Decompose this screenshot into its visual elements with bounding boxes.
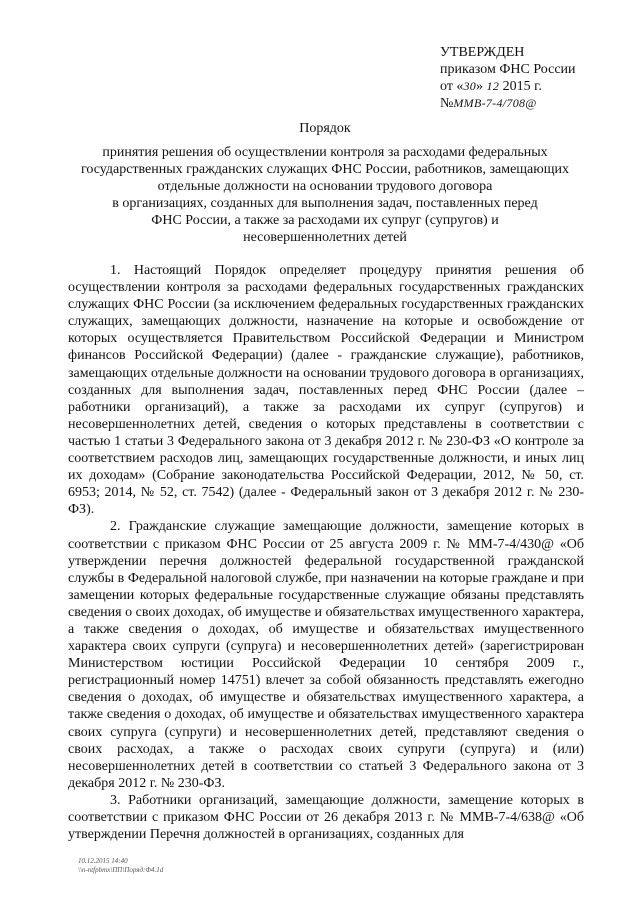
- number-value: ММВ-7-4/708@: [453, 96, 537, 110]
- title-line: в организациях, созданных для выполнения задач, поставленных перед: [112, 196, 538, 211]
- title-line: ФНС России, а также за расходами их супруг (супругов) и: [151, 213, 499, 228]
- document-title: [60, 120, 590, 246]
- approval-date: [440, 78, 610, 95]
- date-mid: »: [476, 79, 487, 94]
- approval-stamp: [440, 44, 610, 112]
- date-day: 30: [463, 79, 477, 93]
- date-suffix: 2015 г.: [499, 79, 542, 94]
- paragraph-2: 2. Гражданские служащие замещающие должности, замещение которых в соответствии с приказом ФНС России от 25 августа 2009 г. № ММ-7-4/430@ «Об утверждении перечня должностей федеральной государственной гражданской службы в Федеральной налоговой службе, при назначении на которые граждане и при замещении которых федеральные государственные служащие обязаны представлять сведения о своих доходах, об имуществе и обязательствах имущественного характера, а также сведения о доходах, об имуществе и обязательствах имущественного характера своих супруги (супруга) и несовершеннолетних детей» (зарегистрирован Министерством юстиции Российской Федерации 10 сентября 2009 г., регистрационный номер 14751) влечет за собой обязанность представлять ежегодно сведения о доходах, об имуществе и обязательствах имущественного характера, а также сведения о доходах, об имуществе и обязательствах имущественного характера своих супруга (супруги) и несовершеннолетних детей, представляют сведения о своих расходах, а также о расходах своих супруги (супруга) и (или) несовершеннолетних детей в соответствии со статьей 3 Федерального закона от 3 декабря 2012 г. № 230-ФЗ.: [68, 519, 584, 791]
- title-line: государственных гражданских служащих ФНС России, работников, замещающих: [80, 162, 570, 177]
- approval-number: [440, 95, 610, 112]
- footer-timestamp: 10.12.2015 14:40: [78, 857, 128, 865]
- paragraph-1: 1. Настоящий Порядок определяет процедуру принятия решения об осуществлении контроля за расходами федеральных государственных гражданских служащих ФНС России (за исключением федеральных государственных гражданских служащих, замещающих должности, назначение на которые и освобождение от которых осуществляется Правительством Российской Федерации и Министром финансов Российской Федерации) (далее - гражданские служащие), работников, замещающих отдельные должности на основании трудового договора в организациях, созданных для выполнения задач, поставленных перед ФНС России (далее – работники организаций), а также за расходами их супруг (супругов) и несовершеннолетних детей, сведения о которых представлены в соответствии с частью 1 статьи 3 Федерального закона от 3 декабря 2012 г. № 230-ФЗ «О контроле за соответствием расходов лиц, замещающих государственные должности, и иных лиц их доходам» (Собрание законодательства Российской Федерации, 2012, № 50, ст. 6953; 2014, № 52, ст. 7542) (далее - Федеральный закон от 3 декабря 2012 г. № 230-ФЗ).: [68, 263, 584, 518]
- paragraph-3: 3. Работники организаций, замещающие должности, замещение которых в соответствии с приказом ФНС России от 26 декабря 2013 г. № ММВ-7-4/638@ «Об утверждении Перечня должностей в организациях, созданных для: [68, 792, 584, 843]
- approval-order: приказом ФНС России: [440, 62, 576, 77]
- footer-path: \\n-ntfpbmx\ПП\Поряд:Ф4.1d: [78, 866, 164, 874]
- number-prefix: №: [440, 96, 454, 111]
- date-month: 12: [486, 79, 500, 93]
- date-prefix: от «: [440, 79, 464, 94]
- title-heading: Порядок: [299, 121, 351, 136]
- approval-title: УТВЕРЖДЕН: [440, 45, 525, 60]
- file-footer: [78, 857, 163, 875]
- document-body: [68, 262, 584, 843]
- title-line: принятия решения об осуществлении контроля за расходами федеральных: [102, 145, 548, 160]
- title-line: несовершеннолетних детей: [243, 230, 407, 245]
- title-line: отдельные должности на основании трудового договора: [157, 179, 493, 194]
